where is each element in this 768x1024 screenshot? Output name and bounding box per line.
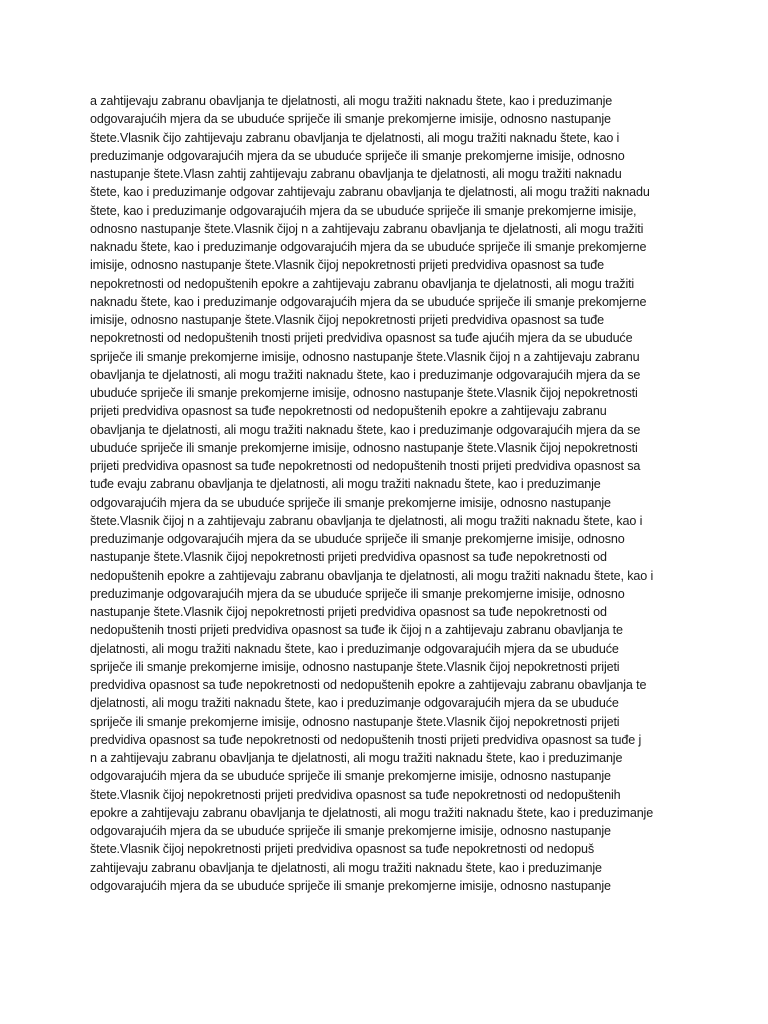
text-line: n a zahtijevaju zabranu obavljanja te djelatnosti, ali mogu tražiti naknadu štete, kao i preduzimanje bbox=[90, 751, 623, 765]
text-line: ubuduće spriječe ili smanje prekomjerne imisije, odnosno nastupanje štete.Vlasnik čijoj nepokretnosti bbox=[90, 386, 638, 400]
text-line: a zahtijevaju zabranu obavljanja te djelatnosti, ali mogu tražiti naknadu štete, kao i preduzimanje bbox=[90, 94, 613, 108]
text-line: nastupanje štete.Vlasn zahtij zahtijevaju zabranu obavljanja te djelatnosti, ali mogu tražiti naknadu bbox=[90, 167, 622, 181]
text-line: djelatnosti, ali mogu tražiti naknadu štete, kao i preduzimanje odgovarajućih mjera da se ubuduće bbox=[90, 696, 619, 711]
text-line: štete, kao i preduzimanje odgovarajućih mjera da se ubuduće spriječe ili smanje prekomjerne imisije, bbox=[90, 203, 637, 218]
text-line: imisije, odnosno nastupanje štete.Vlasnik čijoj nepokretnosti prijeti predvidiva opasnost sa tuđe bbox=[90, 313, 604, 327]
text-line: epokre a zahtijevaju zabranu obavljanja te djelatnosti, ali mogu tražiti naknadu štete, kao i preduzimanje bbox=[90, 805, 654, 820]
text-line: predvidiva opasnost sa tuđe nepokretnosti od nedopuštenih tnosti prijeti predvidiva opasnost sa tuđe j bbox=[90, 732, 642, 747]
text-line: nepokretnosti od nedopuštenih epokre a zahtijevaju zabranu obavljanja te djelatnosti, ali mogu tražiti bbox=[90, 276, 635, 291]
text-line: naknadu štete, kao i preduzimanje odgovarajućih mjera da se ubuduće spriječe ili smanje prekomjerne bbox=[90, 240, 647, 254]
text-line: štete.Vlasnik čijoj nepokretnosti prijeti predvidiva opasnost sa tuđe nepokretnosti od nedopuš bbox=[90, 842, 594, 857]
text-line: odnosno nastupanje štete.Vlasnik čijoj n a zahtijevaju zabranu obavljanja te djelatnosti, ali mogu tražiti bbox=[90, 221, 644, 236]
text-line: odgovarajućih mjera da se ubuduće spriječe ili smanje prekomjerne imisije, odnosno nastupanje bbox=[90, 824, 611, 838]
text-line: prijeti predvidiva opasnost sa tuđe nepokretnosti od nedopuštenih tnosti prijeti predvidiva opasnost sa bbox=[90, 459, 641, 473]
text-line: štete.Vlasnik čijo zahtijevaju zabranu obavljanja te djelatnosti, ali mogu tražiti naknadu štete, kao i bbox=[90, 130, 620, 145]
text-line: odgovarajućih mjera da se ubuduće spriječe ili smanje prekomjerne imisije, odnosno nastupanje bbox=[90, 495, 611, 510]
text-line: štete, kao i preduzimanje odgovar zahtijevaju zabranu obavljanja te djelatnosti, ali mogu tražiti naknadu bbox=[90, 185, 650, 200]
text-line: nepokretnosti od nedopuštenih tnosti prijeti predvidiva opasnost sa tuđe ajućih mjera da se ubuduće bbox=[90, 331, 633, 346]
text-line: imisije, odnosno nastupanje štete.Vlasnik čijoj nepokretnosti prijeti predvidiva opasnost sa tuđe bbox=[90, 258, 604, 273]
text-line: štete.Vlasnik čijoj nepokretnosti prijeti predvidiva opasnost sa tuđe nepokretnosti od nedopuštenih bbox=[90, 787, 621, 802]
text-line: odgovarajućih mjera da se ubuduće spriječe ili smanje prekomjerne imisije, odnosno nastupanje bbox=[90, 769, 611, 784]
text-line: obavljanja te djelatnosti, ali mogu tražiti naknadu štete, kao i preduzimanje odgovarajućih mjera da se bbox=[90, 422, 641, 437]
text-line: spriječe ili smanje prekomjerne imisije, odnosno nastupanje štete.Vlasnik čijoj n a zahtijevaju zabranu bbox=[90, 349, 640, 364]
text-line: odgovarajućih mjera da se ubuduće spriječe ili smanje prekomjerne imisije, odnosno nastupanje bbox=[90, 112, 611, 127]
text-line: predvidiva opasnost sa tuđe nepokretnosti od nedopuštenih epokre a zahtijevaju zabranu obavljanja te bbox=[90, 678, 647, 692]
text-line: prijeti predvidiva opasnost sa tuđe nepokretnosti od nedopuštenih epokre a zahtijevaju zabranu bbox=[90, 404, 607, 419]
text-line: tuđe evaju zabranu obavljanja te djelatnosti, ali mogu tražiti naknadu štete, kao i preduzimanje bbox=[90, 477, 601, 492]
text-line: preduzimanje odgovarajućih mjera da se ubuduće spriječe ili smanje prekomjerne imisije, odnosno bbox=[90, 148, 625, 163]
text-line: preduzimanje odgovarajućih mjera da se ubuduće spriječe ili smanje prekomjerne imisije, odnosno bbox=[90, 532, 625, 546]
text-line: spriječe ili smanje prekomjerne imisije, odnosno nastupanje štete.Vlasnik čijoj nepokretnosti prijeti bbox=[90, 659, 620, 674]
text-line: naknadu štete, kao i preduzimanje odgovarajućih mjera da se ubuduće spriječe ili smanje prekomjerne bbox=[90, 294, 647, 309]
text-line: nedopuštenih tnosti prijeti predvidiva opasnost sa tuđe ik čijoj n a zahtijevaju zabranu obavljanja te bbox=[90, 623, 623, 638]
text-line: preduzimanje odgovarajućih mjera da se ubuduće spriječe ili smanje prekomjerne imisije, odnosno bbox=[90, 586, 625, 601]
text-line: djelatnosti, ali mogu tražiti naknadu štete, kao i preduzimanje odgovarajućih mjera da se ubuduće bbox=[90, 641, 619, 656]
text-line: štete.Vlasnik čijoj n a zahtijevaju zabranu obavljanja te djelatnosti, ali mogu tražiti naknadu štete, kao i bbox=[90, 513, 643, 528]
text-line: nedopuštenih epokre a zahtijevaju zabranu obavljanja te djelatnosti, ali mogu tražiti naknadu štete, kao i bbox=[90, 568, 654, 583]
text-line: zahtijevaju zabranu obavljanja te djelatnosti, ali mogu tražiti naknadu štete, kao i preduzimanje bbox=[90, 860, 602, 875]
text-line: spriječe ili smanje prekomjerne imisije, odnosno nastupanje štete.Vlasnik čijoj nepokretnosti prijeti bbox=[90, 714, 620, 729]
text-line: obavljanja te djelatnosti, ali mogu tražiti naknadu štete, kao i preduzimanje odgovarajućih mjera da se bbox=[90, 367, 641, 382]
text-line: odgovarajućih mjera da se ubuduće spriječe ili smanje prekomjerne imisije, odnosno nastupanje bbox=[90, 878, 611, 893]
text-line: ubuduće spriječe ili smanje prekomjerne imisije, odnosno nastupanje štete.Vlasnik čijoj nepokretnosti bbox=[90, 440, 638, 455]
text-line: nastupanje štete.Vlasnik čijoj nepokretnosti prijeti predvidiva opasnost sa tuđe nepokretnosti od bbox=[90, 605, 607, 619]
text-line: nastupanje štete.Vlasnik čijoj nepokretnosti prijeti predvidiva opasnost sa tuđe nepokretnosti od bbox=[90, 550, 607, 565]
body-paragraph bbox=[90, 92, 690, 895]
